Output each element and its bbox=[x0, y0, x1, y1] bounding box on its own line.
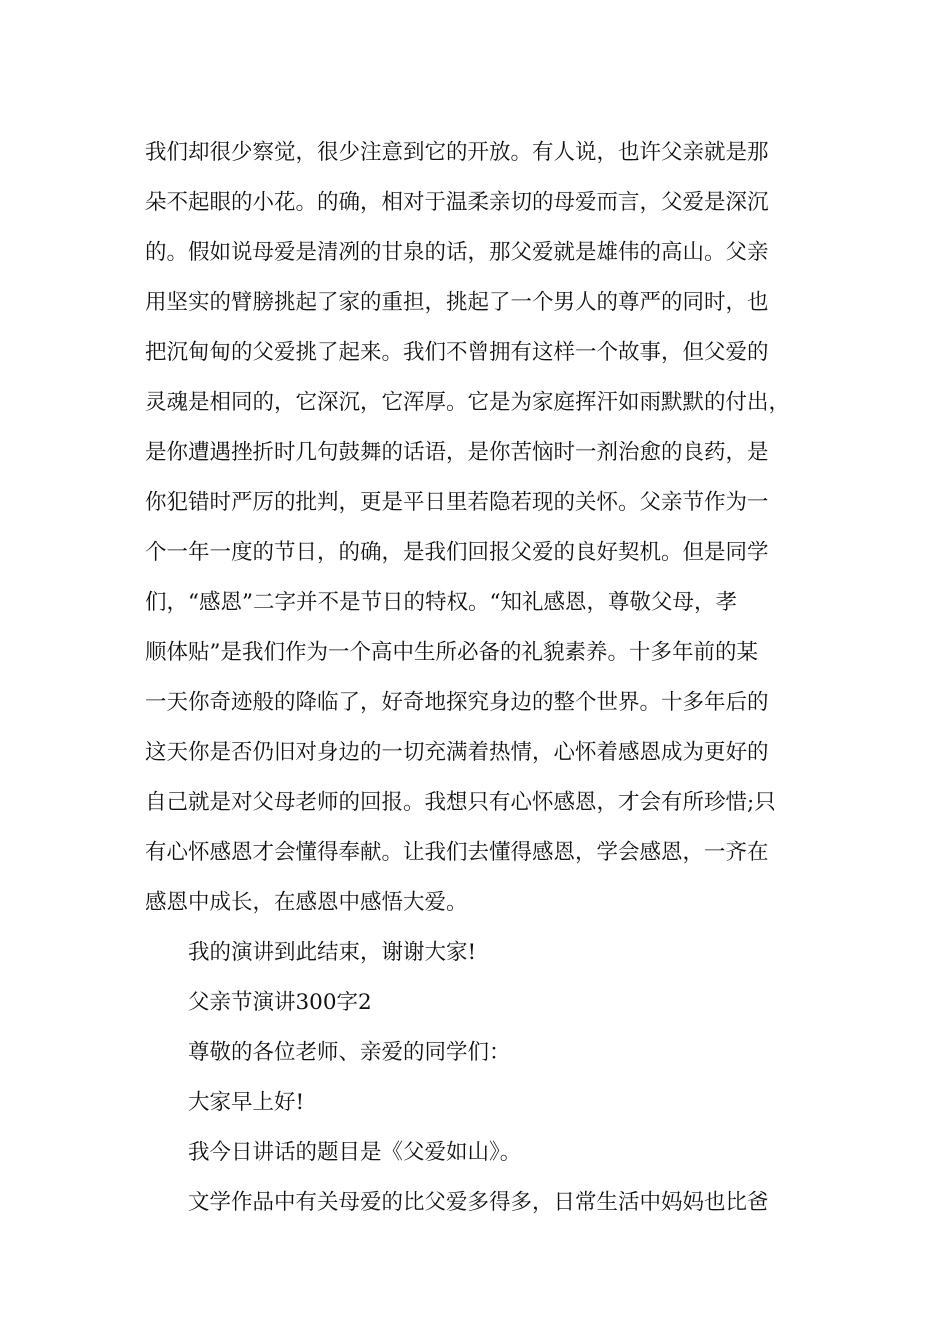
closing-line: 我的演讲到此结束，谢谢大家! bbox=[188, 940, 477, 965]
text-line: 我们却很少察觉，很少注意到它的开放。有人说，也许父亲就是那 bbox=[145, 140, 769, 165]
text-line: 有心怀感恩才会懂得奉献。让我们去懂得感恩，学会感恩，一齐在 bbox=[145, 840, 769, 865]
salutation: 尊敬的各位老师、亲爱的同学们： bbox=[188, 1040, 511, 1065]
text-line: 一天你奇迹般的降临了，好奇地探究身边的整个世界。十多年后的 bbox=[145, 690, 769, 715]
text-line: 是你遭遇挫折时几句鼓舞的话语，是你苦恼时一剂治愈的良药，是 bbox=[145, 440, 769, 465]
text-line: 用坚实的臂膀挑起了家的重担，挑起了一个男人的尊严的同时，也 bbox=[145, 290, 769, 315]
paragraph-1 bbox=[145, 128, 835, 928]
paragraph-2-line: 文学作品中有关母爱的比父爱多得多，日常生活中妈妈也比爸 bbox=[188, 1190, 769, 1215]
text-line: 们，“感恩”二字并不是节日的特权。“知礼感恩，尊敬父母，孝 bbox=[145, 590, 737, 615]
text-line: 这天你是否仍旧对身边的一切充满着热情，心怀着感恩成为更好的 bbox=[145, 740, 769, 765]
text-line: 你犯错时严厉的批判，更是平日里若隐若现的关怀。父亲节作为一 bbox=[145, 490, 769, 515]
text-line: 感恩中成长，在感恩中感悟大爱。 bbox=[145, 890, 468, 915]
text-line: 自己就是对父母老师的回报。我想只有心怀感恩，才会有所珍惜;只 bbox=[145, 790, 776, 815]
text-line: 个一年一度的节日，的确，是我们回报父爱的良好契机。但是同学 bbox=[145, 540, 769, 565]
greeting: 大家早上好! bbox=[188, 1090, 305, 1115]
text-line: 顺体贴”是我们作为一个高中生所必备的礼貌素养。十多年前的某 bbox=[145, 640, 758, 665]
text-line: 把沉甸甸的父爱挑了起来。我们不曾拥有这样一个故事，但父爱的 bbox=[145, 340, 769, 365]
text-line: 朵不起眼的小花。的确，相对于温柔亲切的母爱而言，父爱是深沉 bbox=[145, 190, 769, 215]
document-body bbox=[145, 128, 835, 1228]
text-line: 灵魂是相同的，它深沉，它浑厚。它是为家庭挥汗如雨默默的付出， bbox=[145, 390, 791, 415]
section-title: 父亲节演讲300字2 bbox=[188, 990, 372, 1015]
speech-topic: 我今日讲话的题目是《父爱如山》。 bbox=[188, 1140, 522, 1165]
text-line: 的。假如说母爱是清冽的甘泉的话，那父爱就是雄伟的高山。父亲 bbox=[145, 240, 769, 265]
